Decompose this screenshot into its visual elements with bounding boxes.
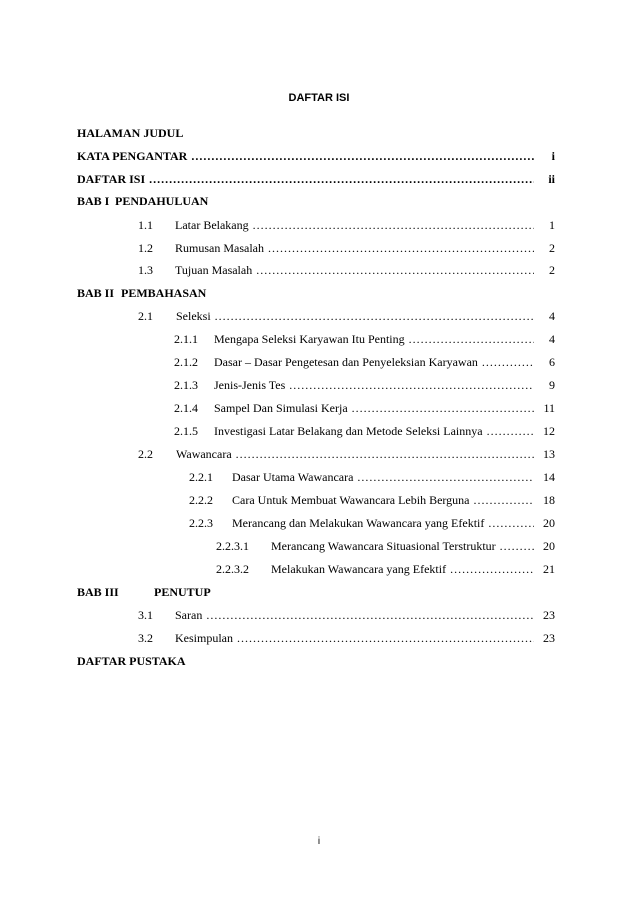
toc-entry-number: 2.1.5: [174, 424, 198, 438]
toc-entry-label: Investigasi Latar Belakang dan Metode Seleksi Lainnya: [214, 424, 483, 438]
toc-entry-page: 13: [543, 447, 555, 461]
toc-entry-label: Kesimpulan: [175, 631, 233, 645]
toc-entry-number: 3.2: [138, 631, 153, 645]
toc-entry: [77, 653, 186, 669]
toc-entry-number: 2.1.2: [174, 355, 198, 369]
toc-entry-number: 2.2.1: [189, 470, 213, 484]
toc-entry-label: Melakukan Wawancara yang Efektif: [271, 562, 447, 576]
toc-entry-page: 11: [543, 401, 555, 415]
toc-entry-number: 2.2: [138, 447, 153, 461]
toc-entry: [77, 148, 555, 164]
toc-entry-number: 2.2.3.2: [216, 562, 249, 576]
dot-leader: [206, 607, 534, 623]
toc-entry-page: 6: [549, 355, 555, 369]
toc-entry-number: 2.1.4: [174, 401, 198, 415]
toc-entry: [189, 492, 555, 508]
toc-entry-page: i: [551, 149, 555, 163]
toc-entry: [138, 217, 555, 233]
toc-entry-number: 2.1.3: [174, 378, 198, 392]
dot-leader: [236, 446, 534, 462]
toc-entry: [174, 377, 555, 393]
toc-entry-number: 2.1.1: [174, 332, 198, 346]
toc-entry-page: 23: [543, 631, 555, 645]
toc-entry: [138, 308, 555, 324]
toc-entry-page: 4: [549, 332, 555, 346]
toc-entry: [138, 262, 555, 278]
toc-entry-page: 23: [543, 608, 555, 622]
toc-entry: [77, 171, 555, 187]
toc-entry-label: DAFTAR PUSTAKA: [77, 654, 186, 668]
toc-entry: [138, 240, 555, 256]
toc-entry: [174, 423, 555, 439]
toc-entry-page: 20: [543, 516, 555, 530]
toc-entry-label: Seleksi: [176, 309, 211, 323]
toc-entry-label: Latar Belakang: [175, 218, 249, 232]
toc-entry: [174, 354, 555, 370]
toc-entry-page: 1: [549, 218, 555, 232]
page-number: i: [317, 836, 321, 847]
dot-leader: [488, 515, 534, 531]
toc-entry-label: PENUTUP: [154, 585, 211, 599]
toc-entry-label: PEMBAHASAN: [121, 286, 207, 300]
toc-entry: [216, 538, 555, 554]
dot-leader: [215, 308, 534, 324]
toc-entry-number: 3.1: [138, 608, 153, 622]
toc-entry: [174, 400, 555, 416]
toc-entry-number: BAB III: [77, 585, 119, 599]
dot-leader: [289, 377, 534, 393]
toc-entry-number: 2.2.3.1: [216, 539, 249, 553]
toc-entry: [138, 607, 555, 623]
dot-leader: [253, 217, 534, 233]
dot-leader: [237, 630, 534, 646]
toc-entry-label: Mengapa Seleksi Karyawan Itu Penting: [214, 332, 405, 346]
toc-entry-label: Tujuan Masalah: [175, 263, 253, 277]
page-title: DAFTAR ISI: [288, 92, 350, 104]
toc-entry-number: 2.1: [138, 309, 153, 323]
toc-entry-page: 2: [549, 241, 555, 255]
dot-leader: [474, 492, 534, 508]
toc-entry-page: 12: [543, 424, 555, 438]
toc-entry-page: 14: [543, 470, 555, 484]
toc-entry-number: 1.3: [138, 263, 153, 277]
toc-entry-page: 9: [549, 378, 555, 392]
toc-entry-number: 1.2: [138, 241, 153, 255]
toc-entry-label: HALAMAN JUDUL: [77, 126, 184, 140]
toc-entry-label: Wawancara: [176, 447, 232, 461]
dot-leader: [487, 423, 534, 439]
toc-entry-page: 4: [549, 309, 555, 323]
dot-leader: [256, 262, 534, 278]
toc-entry: [189, 469, 555, 485]
dot-leader: [149, 171, 534, 187]
dot-leader: [450, 561, 534, 577]
toc-entry-label: Cara Untuk Membuat Wawancara Lebih Berguna: [232, 493, 470, 507]
dot-leader: [191, 148, 534, 164]
toc-entry: [138, 446, 555, 462]
dot-leader: [500, 538, 534, 554]
toc-entry-number: BAB II: [77, 286, 115, 300]
toc-entry: [77, 193, 208, 209]
toc-entry-label: DAFTAR ISI: [77, 172, 146, 186]
toc-entry: [77, 285, 206, 301]
toc-entry-label: PENDAHULUAN: [115, 194, 209, 208]
toc-entry-label: Sampel Dan Simulasi Kerja: [214, 401, 348, 415]
toc-entry-number: 2.2.2: [189, 493, 213, 507]
toc-entry-page: 20: [543, 539, 555, 553]
dot-leader: [357, 469, 534, 485]
toc-entry-page: 18: [543, 493, 555, 507]
toc-entry: [216, 561, 555, 577]
toc-entry-page: 21: [543, 562, 555, 576]
toc-entry-label: Rumusan Masalah: [175, 241, 264, 255]
dot-leader: [352, 400, 534, 416]
toc-entry: [174, 331, 555, 347]
toc-entry-page: 2: [549, 263, 555, 277]
toc-entry-label: Saran: [175, 608, 203, 622]
toc-entry-page: ii: [548, 172, 555, 186]
toc-entry-number: 2.2.3: [189, 516, 213, 530]
toc-entry: [189, 515, 555, 531]
toc-entry: [77, 125, 183, 141]
toc-entry-label: Merancang dan Melakukan Wawancara yang Efektif: [232, 516, 485, 530]
toc-entry-label: Dasar Utama Wawancara: [232, 470, 354, 484]
toc-entry-number: 1.1: [138, 218, 153, 232]
toc-entry-label: Dasar – Dasar Pengetesan dan Penyeleksian Karyawan: [214, 355, 478, 369]
toc-entry-number: BAB I: [77, 194, 110, 208]
toc-entry: [77, 584, 211, 600]
dot-leader: [482, 354, 534, 370]
toc-entry-label: KATA PENGANTAR: [77, 149, 188, 163]
toc-entry-label: Jenis-Jenis Tes: [214, 378, 286, 392]
dot-leader: [268, 240, 534, 256]
toc-entry-label: Merancang Wawancara Situasional Terstruktur: [271, 539, 496, 553]
dot-leader: [409, 331, 534, 347]
toc-entry: [138, 630, 555, 646]
